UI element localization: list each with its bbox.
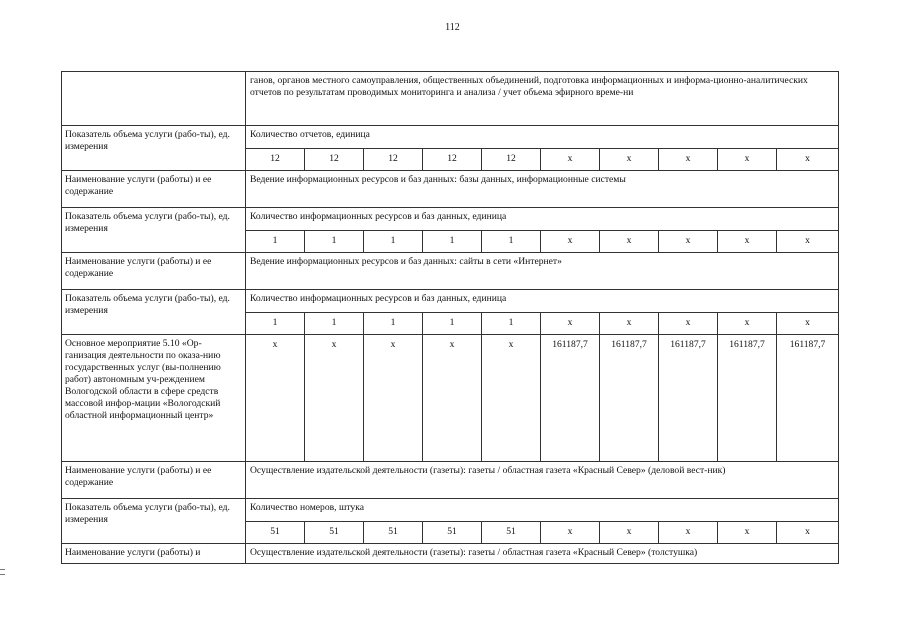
empty-label-cell (62, 72, 246, 126)
indicator-text: Количество отчетов, единица (246, 126, 839, 149)
value-cell: 1 (423, 231, 482, 253)
scan-margin-mark (0, 574, 5, 575)
value-cell: 1 (482, 313, 541, 335)
indicator-label: Показатель объема услуги (рабо-ты), ед. измерения (62, 290, 246, 335)
service-text: Ведение информационных ресурсов и баз данных: сайты в сети «Интернет» (246, 253, 839, 290)
table-row (62, 171, 839, 208)
indicator-label: Показатель объема услуги (рабо-ты), ед. измерения (62, 208, 246, 253)
main-event-label: Основное мероприятие 5.10 «Ор-ганизация деятельности по оказа-нию государственных услуг (вы-полнению работ) автономным уч-реждением Вологодской области в сфере средств массовой инфор-мации «Вологодский областной информационный центр» (62, 335, 246, 462)
value-cell: 1 (246, 313, 305, 335)
table-row (62, 208, 839, 231)
indicator-label: Показатель объема услуги (рабо-ты), ед. измерения (62, 499, 246, 544)
indicator-text: Количество информационных ресурсов и баз данных, единица (246, 290, 839, 313)
continuation-text: ганов, органов местного самоуправления, общественных объединений, подготовка информационных и информа-ционно-аналитических отчетов по результатам проводимых мониторинга и анализа / учет объема эфирного време-ни (246, 72, 839, 126)
value-cell: 12 (482, 149, 541, 171)
value-cell: 12 (305, 149, 364, 171)
value-cell: x (777, 231, 839, 253)
value-cell: 51 (305, 522, 364, 544)
value-cell: x (659, 522, 718, 544)
value-cell: x (600, 149, 659, 171)
table-row (62, 499, 839, 522)
table-row (62, 72, 839, 126)
table-row (62, 290, 839, 313)
value-cell: x (541, 231, 600, 253)
value-cell: 1 (482, 231, 541, 253)
value-cell: x (600, 231, 659, 253)
value-cell: 1 (423, 313, 482, 335)
table-row (62, 462, 839, 499)
value-cell: x (364, 335, 423, 462)
value-cell: 1 (364, 313, 423, 335)
value-cell: x (777, 313, 839, 335)
service-text: Осуществление издательской деятельности (газеты): газеты / областная газета «Красный Север» (толстушка) (246, 544, 839, 564)
value-cell: x (246, 335, 305, 462)
value-cell: x (659, 149, 718, 171)
value-cell: x (600, 522, 659, 544)
service-label: Наименование услуги (работы) и ее содержание (62, 462, 246, 499)
value-cell: 1 (364, 231, 423, 253)
service-label: Наименование услуги (работы) и (62, 544, 246, 564)
main-event-row (62, 335, 839, 462)
value-cell: x (541, 313, 600, 335)
page-number: 112 (445, 22, 460, 33)
value-cell: 161187,7 (659, 335, 718, 462)
value-cell: 51 (482, 522, 541, 544)
value-cell: 12 (364, 149, 423, 171)
service-label: Наименование услуги (работы) и ее содержание (62, 253, 246, 290)
table-row (62, 544, 839, 564)
table-row (62, 126, 839, 149)
service-label: Наименование услуги (работы) и ее содержание (62, 171, 246, 208)
value-cell: x (718, 313, 777, 335)
value-cell: 12 (246, 149, 305, 171)
service-text: Ведение информационных ресурсов и баз данных: базы данных, информационные системы (246, 171, 839, 208)
value-cell: x (423, 335, 482, 462)
value-cell: 12 (423, 149, 482, 171)
value-cell: 51 (364, 522, 423, 544)
scan-margin-mark (0, 569, 5, 570)
value-cell: 1 (305, 313, 364, 335)
program-table (61, 71, 839, 564)
value-cell: x (541, 522, 600, 544)
value-cell: x (305, 335, 364, 462)
indicator-text: Количество номеров, штука (246, 499, 839, 522)
indicator-text: Количество информационных ресурсов и баз данных, единица (246, 208, 839, 231)
value-cell: 1 (305, 231, 364, 253)
indicator-label: Показатель объема услуги (рабо-ты), ед. измерения (62, 126, 246, 171)
value-cell: x (718, 522, 777, 544)
value-cell: 161187,7 (600, 335, 659, 462)
value-cell: x (659, 313, 718, 335)
value-cell: 1 (246, 231, 305, 253)
value-cell: x (541, 149, 600, 171)
value-cell: x (718, 149, 777, 171)
value-cell: 51 (246, 522, 305, 544)
value-cell: 161187,7 (541, 335, 600, 462)
value-cell: x (600, 313, 659, 335)
value-cell: 161187,7 (718, 335, 777, 462)
service-text: Осуществление издательской деятельности (газеты): газеты / областная газета «Красный Север» (деловой вест-ник) (246, 462, 839, 499)
value-cell: x (718, 231, 777, 253)
value-cell: 161187,7 (777, 335, 839, 462)
value-cell: 51 (423, 522, 482, 544)
value-cell: x (777, 522, 839, 544)
table-row (62, 253, 839, 290)
value-cell: x (777, 149, 839, 171)
value-cell: x (659, 231, 718, 253)
value-cell: x (482, 335, 541, 462)
